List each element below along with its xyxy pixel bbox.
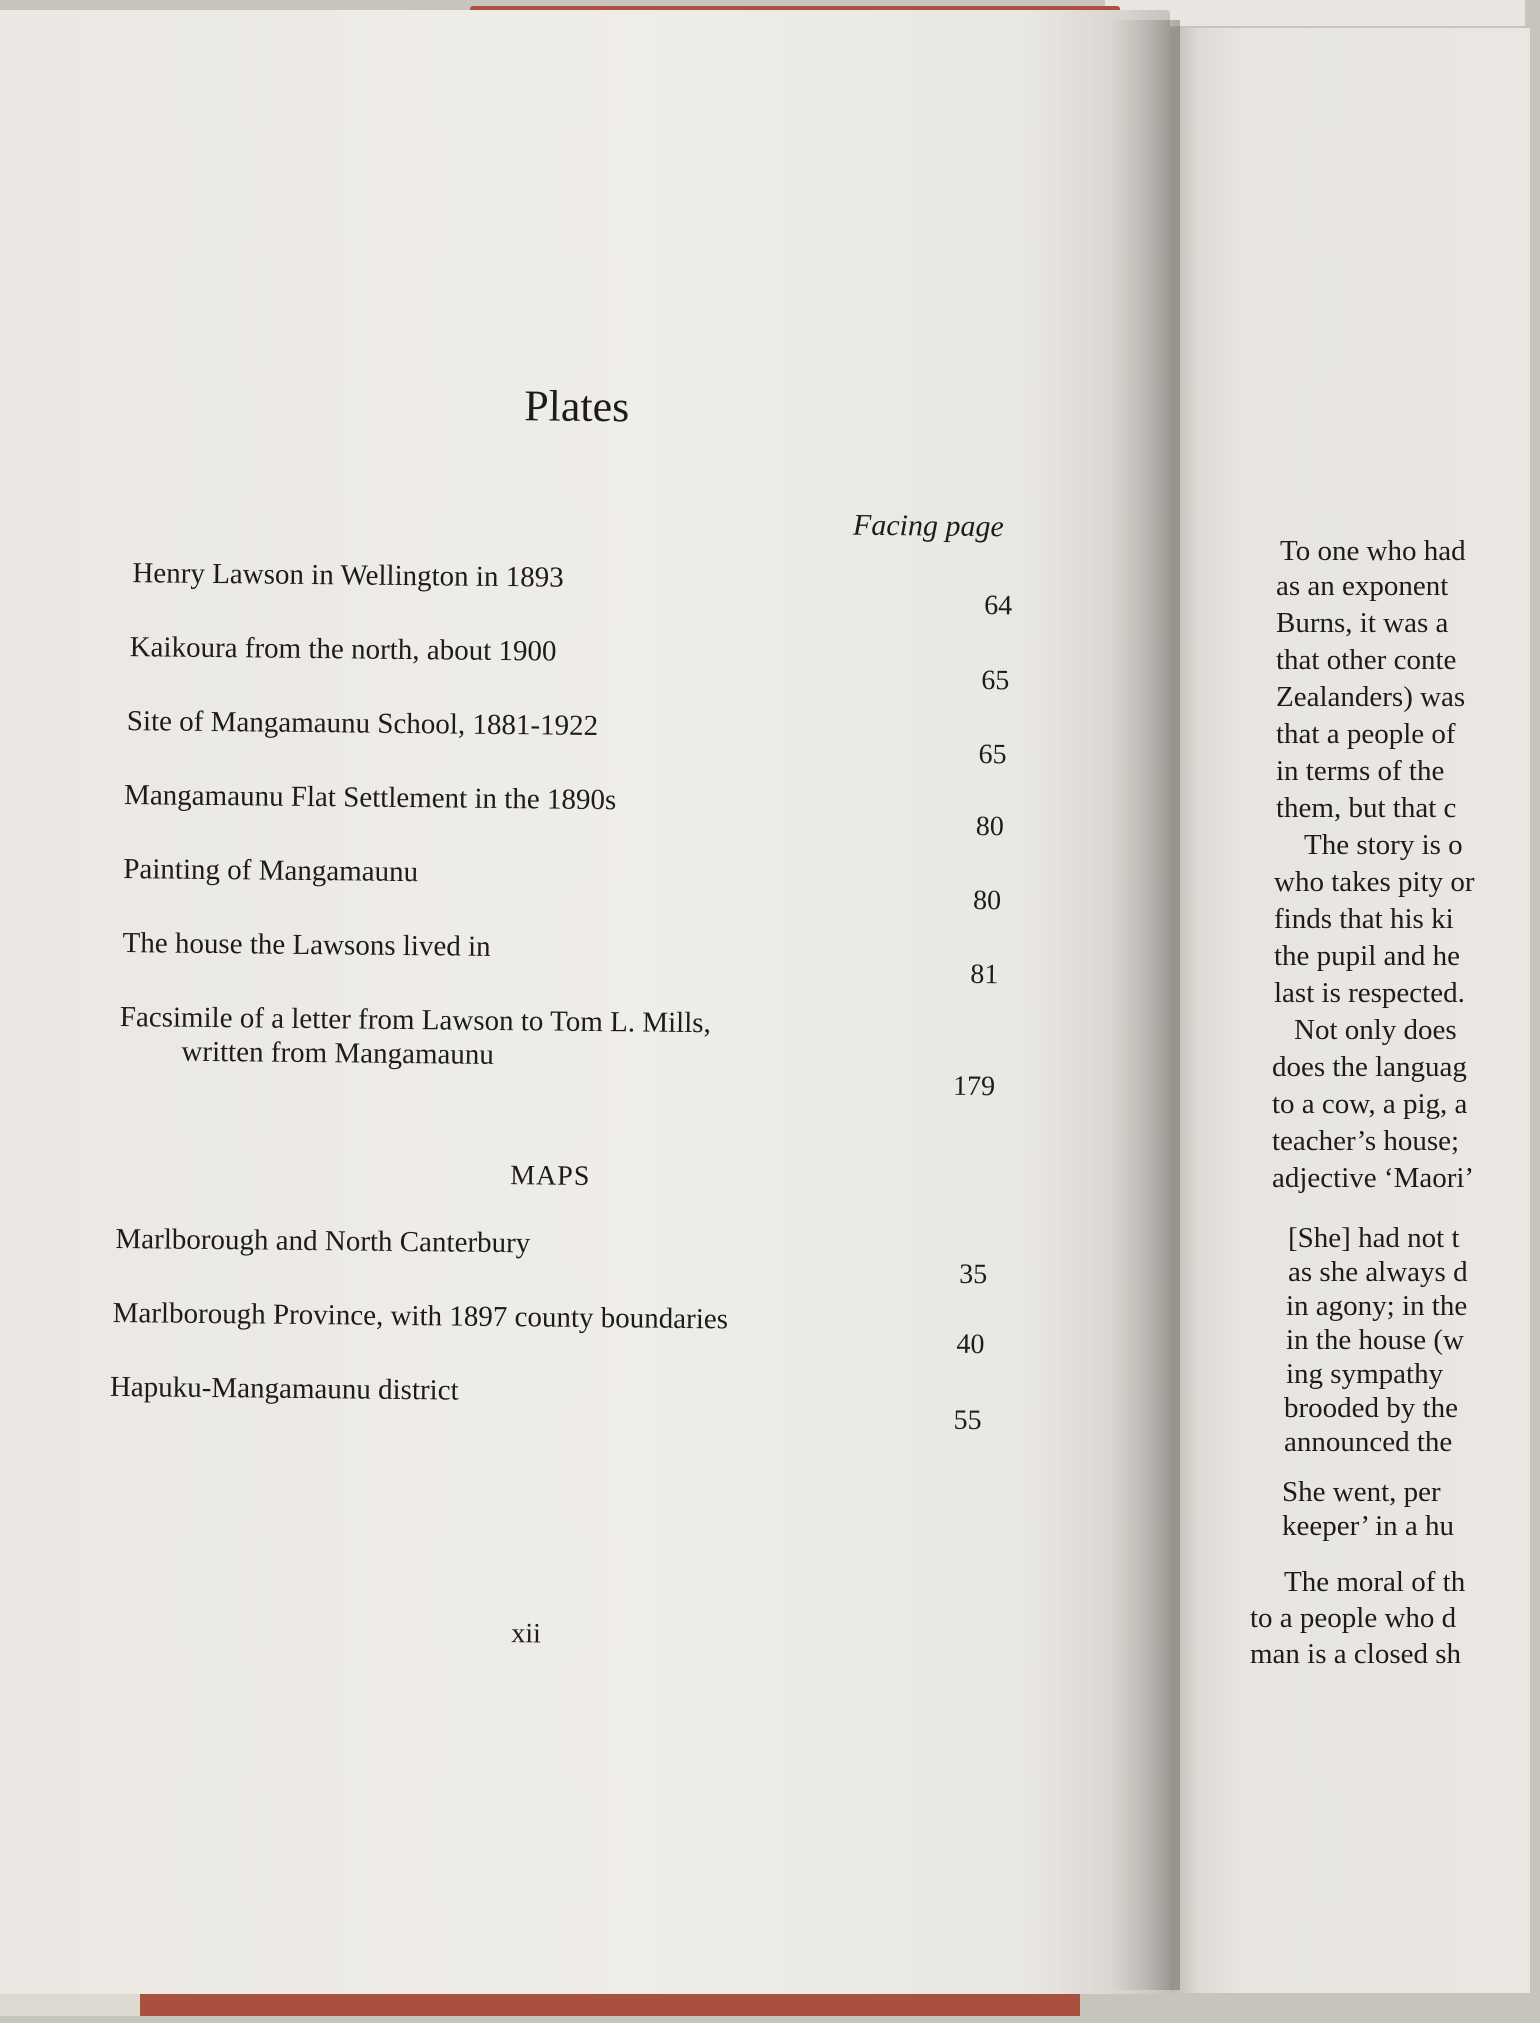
text-line: as an exponent: [1276, 570, 1449, 602]
text-line: Zealanders) was: [1276, 681, 1466, 713]
plate-page-number: 81: [970, 958, 999, 991]
plate-page-number: 80: [975, 810, 1005, 843]
text-line: who takes pity or: [1274, 866, 1475, 898]
plate-caption: Mangamaunu Flat Settlement in the 1890s: [123, 779, 617, 817]
text-line: last is respected.: [1274, 977, 1465, 1009]
facing-page-heading: Facing page: [852, 508, 1004, 544]
plate-caption: The house the Lawsons lived in: [122, 927, 491, 963]
map-page-number: 40: [956, 1328, 985, 1361]
maps-heading: MAPS: [509, 1160, 591, 1192]
quote-line: brooded by the: [1284, 1392, 1458, 1424]
quote-line: She went, per: [1282, 1476, 1441, 1508]
right-page-text: [1250, 0, 1540, 2016]
quote-line: ing sympathy: [1286, 1358, 1444, 1390]
text-line: them, but that c: [1276, 792, 1457, 824]
quote-line: as she always d: [1288, 1256, 1468, 1288]
quote-line: [She] had not t: [1288, 1222, 1460, 1254]
plate-caption: Painting of Mangamaunu: [123, 853, 419, 889]
text-line: finds that his ki: [1274, 903, 1454, 935]
plate-caption: Henry Lawson in Wellington in 1893: [132, 557, 564, 594]
plate-page-number: 65: [981, 665, 1010, 697]
plate-page-number: 64: [983, 590, 1013, 622]
text-line: teacher’s house;: [1272, 1125, 1460, 1157]
text-line: to a people who d: [1250, 1602, 1457, 1634]
text-line: The story is o: [1304, 829, 1463, 861]
map-caption: Marlborough and North Canterbury: [115, 1222, 531, 1260]
text-line: man is a closed sh: [1250, 1638, 1462, 1670]
text-line: does the languag: [1272, 1051, 1467, 1083]
text-line: Burns, it was a: [1276, 607, 1449, 639]
map-page-number: 55: [953, 1404, 982, 1437]
text-line: the pupil and he: [1274, 940, 1461, 972]
plate-page-number: 80: [972, 884, 1002, 917]
text-line: in terms of the: [1276, 755, 1445, 787]
map-caption: Hapuku-Mangamaunu district: [109, 1370, 459, 1407]
map-page-number: 35: [958, 1258, 988, 1291]
text-line: The moral of th: [1284, 1566, 1466, 1598]
text-line: that a people of: [1276, 718, 1456, 750]
text-line: adjective ‘Maori’: [1272, 1162, 1475, 1194]
plate-page-number: 179: [952, 1070, 996, 1103]
quote-line: keeper’ in a hu: [1282, 1510, 1455, 1542]
quote-line: announced the: [1284, 1426, 1453, 1458]
plate-caption-line: Facsimile of a letter from Lawson to Tom L. Mills,: [119, 1001, 711, 1040]
plate-caption-multiline: [119, 1000, 711, 1074]
plate-page-number: 65: [978, 738, 1007, 771]
quote-line: in the house (w: [1286, 1324, 1464, 1356]
quote-line: in agony; in the: [1286, 1290, 1468, 1322]
text-line: To one who had: [1280, 535, 1466, 567]
text-line: that other conte: [1276, 644, 1457, 676]
page-title: Plates: [523, 381, 630, 432]
plate-caption: Site of Mangamaunu School, 1881-1922: [126, 705, 599, 743]
map-caption: Marlborough Province, with 1897 county boundaries: [112, 1296, 729, 1336]
page-folio: xii: [511, 1618, 542, 1650]
plate-caption: Kaikoura from the north, about 1900: [129, 631, 557, 668]
plate-caption-line: written from Mangamaunu: [181, 1035, 495, 1071]
text-line: Not only does: [1294, 1014, 1457, 1046]
text-line: to a cow, a pig, a: [1272, 1088, 1468, 1120]
